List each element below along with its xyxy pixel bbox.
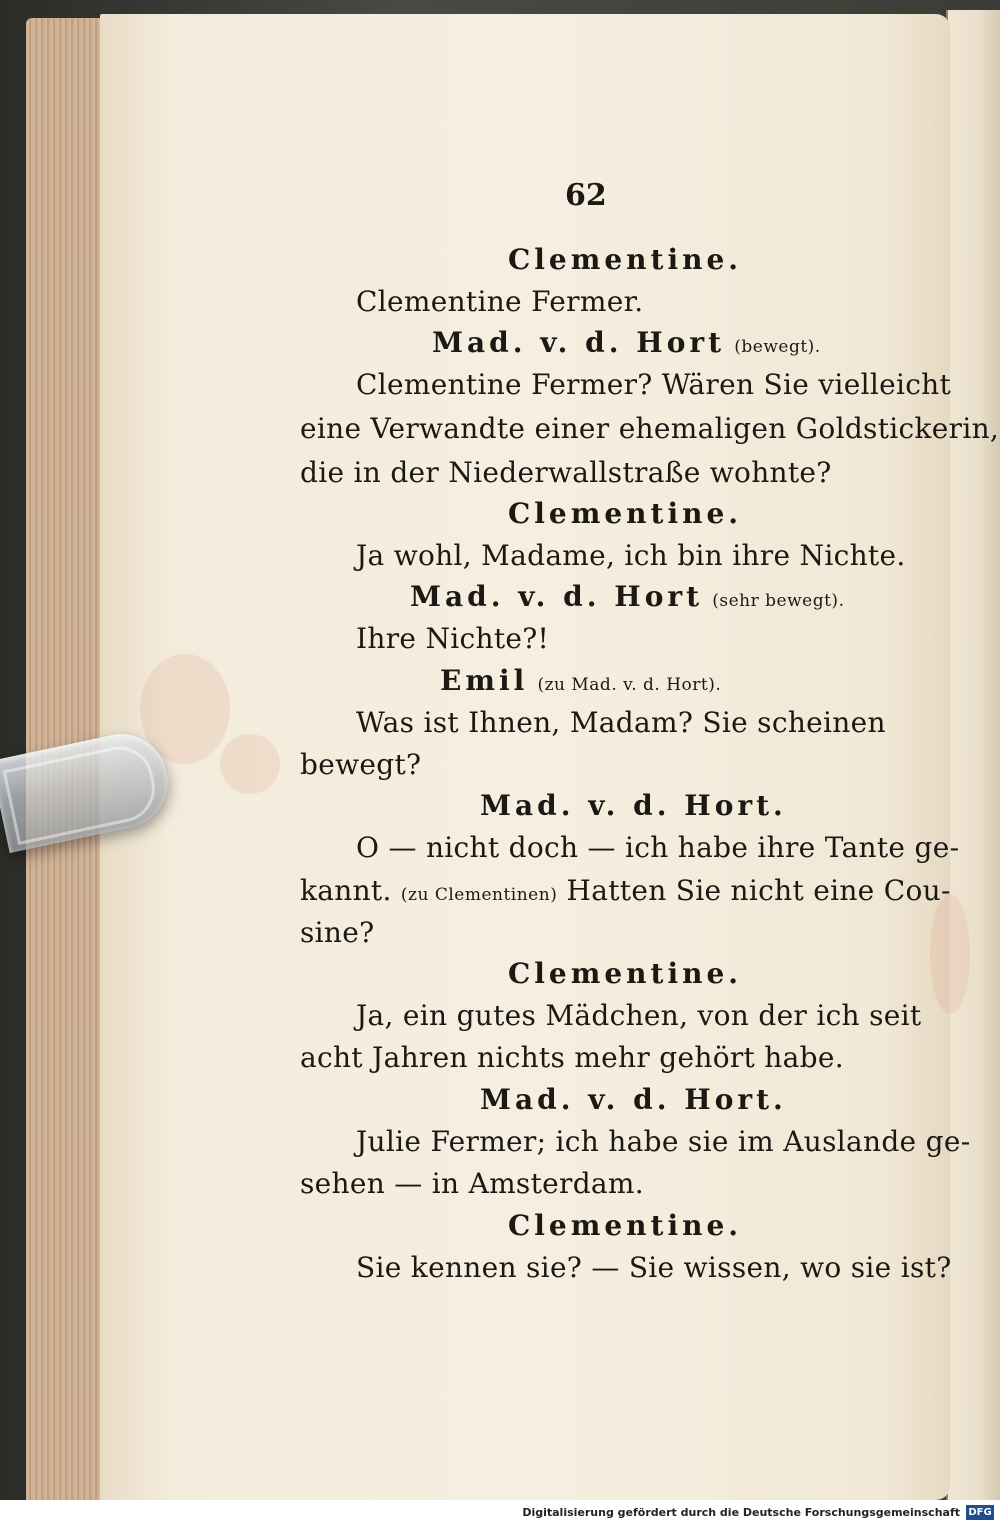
speech-line: Clementine Fermer.: [356, 285, 644, 318]
speech-text: Hatten Sie nicht eine Cou-: [566, 874, 951, 907]
footer-bar: [0, 1500, 1000, 1526]
speaker-heading: [432, 326, 821, 359]
speech-line: sehen — in Amsterdam.: [300, 1167, 644, 1200]
digitization-credit: Digitalisierung gefördert durch die Deutsche Forschungsgemeinschaft: [522, 1506, 960, 1519]
speaker-heading: Clementine.: [508, 497, 743, 530]
speech-line: eine Verwandte einer ehemaligen Goldstickerin,: [300, 412, 1000, 445]
speaker-name: Mad. v. d. Hort: [432, 326, 726, 359]
speech-line: Ja, ein gutes Mädchen, von der ich seit: [356, 999, 922, 1032]
page-number: 62: [565, 178, 607, 213]
stage-direction: (sehr bewegt).: [712, 591, 845, 611]
speech-line: Julie Fermer; ich habe sie im Auslande ge-: [356, 1125, 971, 1158]
speech-line: bewegt?: [300, 748, 422, 781]
speaker-heading: Clementine.: [508, 1209, 743, 1242]
speech-line: die in der Niederwallstraße wohnte?: [300, 456, 832, 489]
speaker-heading: Clementine.: [508, 957, 743, 990]
speech-line: Clementine Fermer? Wären Sie vielleicht: [356, 368, 952, 401]
speech-line: Ihre Nichte?!: [356, 622, 550, 655]
speaker-heading: [410, 580, 844, 613]
speaker-heading: Clementine.: [508, 243, 743, 276]
speech-text: kannt.: [300, 874, 392, 907]
stage-direction: (zu Mad. v. d. Hort).: [537, 675, 722, 695]
speaker-name: Mad. v. d. Hort: [410, 580, 704, 613]
speaker-heading: [440, 664, 721, 697]
speech-line: Ja wohl, Madame, ich bin ihre Nichte.: [356, 539, 906, 572]
dfg-logo: DFG: [966, 1505, 994, 1520]
stage-direction: (bewegt).: [734, 337, 821, 357]
speech-line: [300, 874, 951, 907]
speech-line: O — nicht doch — ich habe ihre Tante ge-: [356, 831, 960, 864]
speaker-heading: Mad. v. d. Hort.: [480, 789, 787, 822]
speech-line: acht Jahren nichts mehr gehört habe.: [300, 1041, 844, 1074]
speech-line: sine?: [300, 916, 375, 949]
speech-line: Sie kennen sie? — Sie wissen, wo sie ist?: [356, 1251, 952, 1284]
speaker-name: Emil: [440, 664, 529, 697]
speaker-heading: Mad. v. d. Hort.: [480, 1083, 787, 1116]
stage-direction: (zu Clementinen): [400, 885, 558, 905]
speech-line: Was ist Ihnen, Madam? Sie scheinen: [356, 706, 886, 739]
